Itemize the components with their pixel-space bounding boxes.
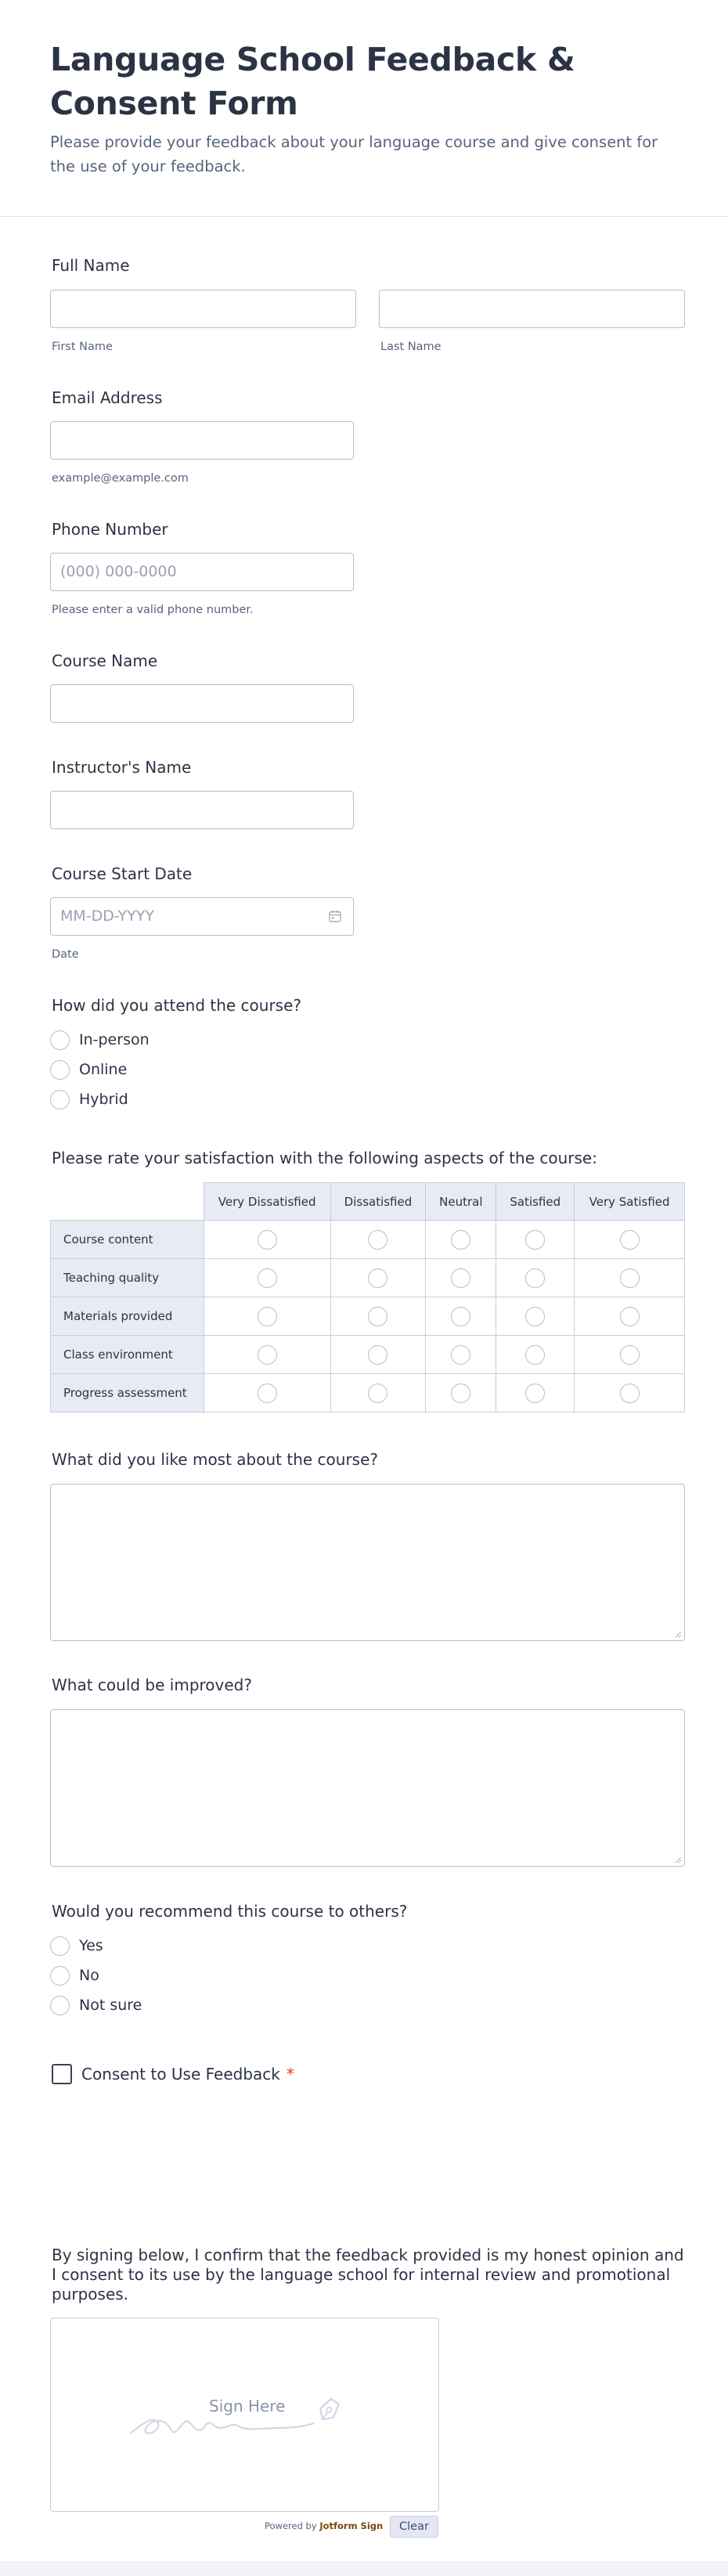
form-subtitle: Please provide your feedback about your language course and give consent for the use of your feedback.	[50, 133, 658, 175]
matrix-cell[interactable]	[330, 1221, 426, 1259]
recommend-option-no[interactable]	[50, 1964, 99, 1986]
phone-input[interactable]	[50, 553, 354, 591]
resize-grip-icon[interactable]	[674, 1630, 682, 1638]
matrix-cell[interactable]	[496, 1336, 575, 1374]
radio-button[interactable]	[451, 1384, 470, 1403]
matrix-cell[interactable]	[330, 1297, 426, 1336]
attendance-option-label: In-person	[79, 1031, 150, 1048]
radio-button[interactable]	[451, 1230, 470, 1250]
first-name-input[interactable]	[50, 290, 356, 328]
radio-button[interactable]	[525, 1345, 545, 1365]
satisfaction-matrix	[50, 1182, 685, 1412]
instructor-label: Instructor's Name	[52, 758, 192, 777]
matrix-cell[interactable]	[330, 1336, 426, 1374]
matrix-cell[interactable]	[204, 1221, 330, 1259]
radio-button[interactable]	[620, 1230, 640, 1250]
radio-button[interactable]	[368, 1268, 387, 1288]
consent-label: Consent to Use Feedback	[81, 2065, 280, 2084]
radio-button[interactable]	[50, 1936, 70, 1956]
matrix-row-label: Class environment	[51, 1336, 204, 1374]
matrix-row	[51, 1297, 685, 1336]
matrix-corner	[51, 1183, 204, 1221]
matrix-cell[interactable]	[496, 1297, 575, 1336]
first-name-sublabel: First Name	[52, 341, 113, 353]
matrix-cell[interactable]	[496, 1221, 575, 1259]
radio-button[interactable]	[525, 1384, 545, 1403]
matrix-row	[51, 1221, 685, 1259]
radio-button[interactable]	[525, 1230, 545, 1250]
satisfaction-label: Please rate your satisfaction with the following aspects of the course:	[52, 1149, 597, 1167]
consent-checkbox[interactable]	[52, 2064, 72, 2084]
matrix-row-label: Materials provided	[51, 1297, 204, 1336]
matrix-cell[interactable]	[496, 1259, 575, 1297]
resize-grip-icon[interactable]	[674, 1856, 682, 1863]
phone-placeholder: (000) 000-0000	[60, 563, 177, 580]
matrix-cell[interactable]	[575, 1259, 685, 1297]
radio-button[interactable]	[525, 1268, 545, 1288]
radio-button[interactable]	[258, 1307, 277, 1326]
email-input[interactable]	[50, 421, 354, 460]
matrix-column-header: Very Dissatisfied	[204, 1183, 330, 1221]
last-name-sublabel: Last Name	[380, 341, 441, 353]
recommend-option-label: No	[79, 1967, 99, 1984]
matrix-column-header: Very Satisfied	[575, 1183, 685, 1221]
improved-textarea[interactable]	[50, 1709, 685, 1867]
recommend-label: Would you recommend this course to others?	[52, 1902, 408, 1921]
start-date-input[interactable]	[50, 897, 354, 936]
radio-button[interactable]	[50, 1996, 70, 2015]
attendance-option-hybrid[interactable]	[50, 1088, 128, 1110]
radio-button[interactable]	[368, 1384, 387, 1403]
matrix-row-label: Course content	[51, 1221, 204, 1259]
phone-sublabel: Please enter a valid phone number.	[52, 604, 254, 616]
matrix-row	[51, 1259, 685, 1297]
radio-button[interactable]	[451, 1268, 470, 1288]
improved-label: What could be improved?	[52, 1676, 252, 1694]
recommend-option-label: Yes	[79, 1937, 103, 1954]
radio-button[interactable]	[50, 1090, 70, 1109]
powered-by-text	[265, 2520, 383, 2532]
matrix-header-row	[51, 1183, 685, 1221]
matrix-cell[interactable]	[204, 1297, 330, 1336]
recommend-option-label: Not sure	[79, 1997, 142, 2014]
radio-button[interactable]	[50, 1060, 70, 1080]
matrix-cell[interactable]	[426, 1297, 496, 1336]
matrix-cell[interactable]	[426, 1336, 496, 1374]
liked-most-textarea[interactable]	[50, 1484, 685, 1641]
matrix-cell[interactable]	[426, 1259, 496, 1297]
matrix-cell[interactable]	[575, 1374, 685, 1412]
matrix-cell[interactable]	[204, 1336, 330, 1374]
radio-button[interactable]	[50, 1966, 70, 1986]
attendance-option-online[interactable]	[50, 1059, 127, 1081]
consent-checkbox-row[interactable]	[52, 2064, 294, 2084]
attendance-label: How did you attend the course?	[52, 996, 302, 1015]
radio-button[interactable]	[620, 1268, 640, 1288]
matrix-cell[interactable]	[426, 1374, 496, 1412]
matrix-column-header: Neutral	[426, 1183, 496, 1221]
radio-button[interactable]	[451, 1345, 470, 1365]
start-date-sublabel: Date	[52, 948, 79, 961]
sign-here-placeholder: Sign Here	[209, 2397, 286, 2415]
radio-button[interactable]	[258, 1345, 277, 1365]
attendance-option-label: Online	[79, 1061, 128, 1078]
matrix-column-header: Satisfied	[496, 1183, 575, 1221]
instructor-input[interactable]	[50, 791, 354, 829]
radio-button[interactable]	[368, 1345, 387, 1365]
signature-pad[interactable]	[50, 2318, 439, 2512]
radio-button[interactable]	[258, 1230, 277, 1250]
full-name-label: Full Name	[52, 256, 130, 275]
recommend-option-not-sure[interactable]	[50, 1994, 142, 2016]
matrix-cell[interactable]	[575, 1336, 685, 1374]
header-divider	[0, 216, 728, 217]
jotform-sign-brand: Jotform Sign	[319, 2520, 384, 2531]
last-name-input[interactable]	[379, 290, 685, 328]
start-date-placeholder: MM-DD-YYYY	[60, 907, 154, 925]
recommend-option-yes[interactable]	[50, 1935, 103, 1957]
matrix-row-label: Progress assessment	[51, 1374, 204, 1412]
matrix-row	[51, 1374, 685, 1412]
matrix-column-header: Dissatisfied	[330, 1183, 426, 1221]
radio-button[interactable]	[368, 1230, 387, 1250]
email-sublabel: example@example.com	[52, 472, 189, 485]
form-header	[50, 38, 684, 179]
attendance-option-label: Hybrid	[79, 1091, 128, 1108]
matrix-cell[interactable]	[330, 1259, 426, 1297]
course-name-label: Course Name	[52, 651, 158, 670]
matrix-cell[interactable]	[330, 1374, 426, 1412]
matrix-cell[interactable]	[204, 1374, 330, 1412]
matrix-cell[interactable]	[575, 1297, 685, 1336]
required-mark: *	[286, 2065, 294, 2084]
radio-button[interactable]	[258, 1384, 277, 1403]
page-bottom-strip	[0, 2562, 728, 2576]
course-name-input[interactable]	[50, 684, 354, 723]
radio-button[interactable]	[368, 1307, 387, 1326]
signature-statement: By signing below, I confirm that the feedback provided is my honest opinion and I consent to its use by the language school for internal review and promotional purposes.	[52, 2246, 684, 2304]
powered-by-label: Powered by	[265, 2520, 317, 2531]
radio-button[interactable]	[50, 1030, 70, 1050]
calendar-icon[interactable]	[328, 909, 342, 923]
phone-label: Phone Number	[52, 520, 168, 539]
matrix-cell[interactable]	[426, 1221, 496, 1259]
start-date-label: Course Start Date	[52, 864, 193, 883]
email-label: Email Address	[52, 388, 163, 407]
radio-button[interactable]	[620, 1307, 640, 1326]
attendance-option-in-person[interactable]	[50, 1029, 150, 1051]
clear-signature-button[interactable]: Clear	[390, 2516, 438, 2538]
form-title: Language School Feedback & Consent Form	[50, 41, 575, 122]
radio-button[interactable]	[258, 1268, 277, 1288]
matrix-row-label: Teaching quality	[51, 1259, 204, 1297]
radio-button[interactable]	[525, 1307, 545, 1326]
radio-button[interactable]	[620, 1384, 640, 1403]
radio-button[interactable]	[451, 1307, 470, 1326]
matrix-cell[interactable]	[575, 1221, 685, 1259]
liked-most-label: What did you like most about the course?	[52, 1450, 379, 1469]
matrix-cell[interactable]	[496, 1374, 575, 1412]
matrix-cell[interactable]	[204, 1259, 330, 1297]
radio-button[interactable]	[620, 1345, 640, 1365]
matrix-row	[51, 1336, 685, 1374]
